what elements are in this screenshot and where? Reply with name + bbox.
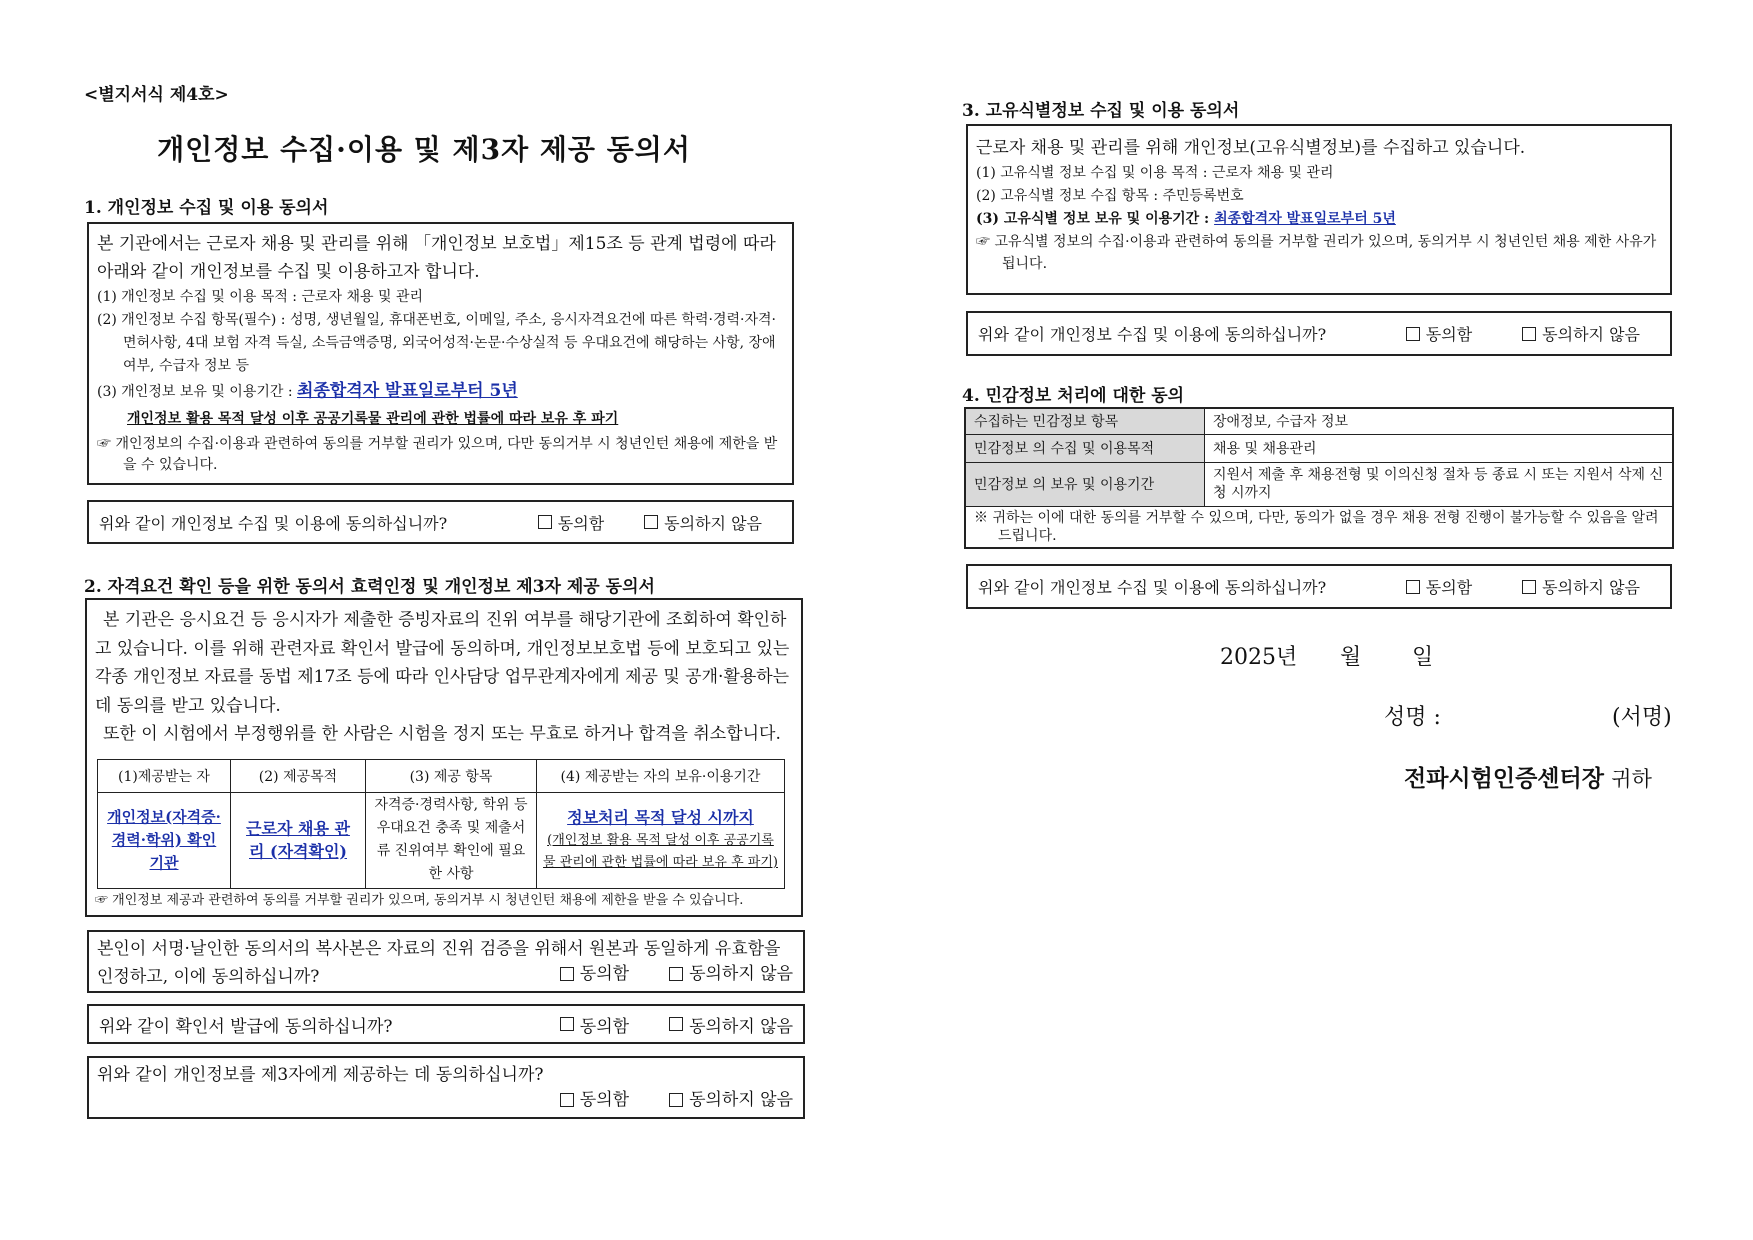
checkbox-icon: [560, 1017, 574, 1031]
table-header: (2) 제공목적: [231, 759, 366, 792]
section-4-heading: 4. 민감정보 처리에 대한 동의: [962, 386, 1185, 406]
retention-period: 최종합격자 발표일로부터 5년: [1214, 211, 1396, 227]
section-3-heading: 3. 고유식별정보 수집 및 이용 동의서: [962, 101, 1240, 121]
section-1-agree-checkbox[interactable]: 동의함: [538, 511, 604, 534]
section-1-item3: (3) 개인정보 보유 및 이용기간 : 최종합격자 발표일로부터 5년: [97, 381, 518, 401]
table-cell: 정보처리 목적 달성 시까지 (개인정보 활용 목적 달성 이후 공공기록물 관리에 관한 법률에 따라 보유 후 파기): [537, 792, 785, 888]
table-cell: 민감정보 의 보유 및 이용기간: [965, 462, 1205, 506]
section-1-disagree-checkbox[interactable]: 동의하지 않음: [644, 511, 762, 534]
checkbox-icon: [560, 1093, 574, 1107]
checkbox-icon: [538, 515, 552, 529]
recipient-honorific: 귀하: [1611, 767, 1652, 791]
section-3-item2: (2) 고유식별 정보 수집 항목 : 주민등록번호: [976, 188, 1244, 204]
table-cell: 채용 및 채용관리: [1205, 434, 1674, 462]
table-row: [965, 506, 1673, 548]
section-1-content: [87, 222, 794, 485]
date-month: 월: [1340, 645, 1362, 670]
section-1-consent-row: [87, 500, 794, 544]
section-4-question: 위와 같이 개인정보 수집 및 이용에 동의하십니까?: [978, 578, 1327, 597]
third-party-disagree-checkbox[interactable]: 동의하지 않음: [669, 1086, 793, 1114]
copy-validity-agree-checkbox[interactable]: 동의함: [560, 960, 629, 988]
retention-period: 최종합격자 발표일로부터 5년: [297, 381, 518, 401]
copy-validity-question: 본인이 서명·날인한 동의서의 복사본은 자료의 진위 검증을 위해서 원본과 동일하게 유효함을 인정하고, 이에 동의하십니까?: [97, 939, 781, 987]
table-cell: 개인정보(자격증·경력·학위) 확인기관: [98, 792, 231, 888]
checkbox-icon: [560, 967, 574, 981]
section-3-item1: (1) 고유식별 정보 수집 및 이용 목적 : 근로자 채용 및 관리: [976, 165, 1334, 181]
section-1-item1: (1) 개인정보 수집 및 이용 목적 : 근로자 채용 및 관리: [97, 289, 424, 305]
page-title: 개인정보 수집·이용 및 제3자 제공 동의서: [157, 133, 691, 166]
section-2-intro-2: 또한 이 시험에서 부정행위를 한 사람은 시험을 정지 또는 무효로 하거나 합격을 취소합니다.: [103, 724, 781, 744]
name-input[interactable]: [1470, 706, 1600, 730]
section-2-intro: 본 기관은 응시요건 등 응시자가 제출한 증빙자료의 진위 여부를 해당기관에 조회하여 확인하고 있습니다. 이를 위해 관련자료 확인서 발급에 동의하며, 개인정보보호법 등에 보호되고 있는 각종 개인정보 자료를 동법 제17조 등에 따라 인사담당 업무관계자에게 제공 및 공개·활용하는 데 동의를 받고 있습니다.: [95, 610, 790, 716]
certificate-question: 위와 같이 확인서 발급에 동의하십니까?: [99, 1016, 393, 1037]
third-party-agree-checkbox[interactable]: 동의함: [560, 1086, 629, 1114]
checkbox-icon: [1522, 327, 1536, 341]
checkbox-icon: [669, 967, 683, 981]
section-3-consent-row: [966, 311, 1672, 356]
table-cell: 민감정보 의 수집 및 이용목적: [965, 434, 1205, 462]
checkbox-icon: [1406, 580, 1420, 594]
section-3-disagree-checkbox[interactable]: 동의하지 않음: [1522, 322, 1640, 345]
table-cell: 지원서 제출 후 채용전형 및 이의신청 절차 등 종료 시 또는 지원서 삭제 신청 시까지: [1205, 462, 1674, 506]
section-3-agree-checkbox[interactable]: 동의함: [1406, 322, 1472, 345]
section-1-item2: (2) 개인정보 수집 항목(필수) : 성명, 생년월일, 휴대폰번호, 이메일, 주소, 응시자격요건에 따른 학력·경력·자격·면허사항, 4대 보험 자격 득실, 소득금액증명, 외국어성적·논문·수상실적 등 우대요건에 해당하는 사항, 장애여부, 수급자 정보 등: [97, 312, 776, 374]
signature-label: (서명): [1612, 705, 1672, 730]
table-cell: 자격증·경력사항, 학위 등 우대요건 충족 및 제출서류 진위여부 확인에 필요한 사항: [366, 792, 537, 888]
table-row: [965, 434, 1673, 462]
recipient: [1404, 760, 1652, 793]
table-header: (1)제공받는 자: [98, 759, 231, 792]
recipient-name: 전파시험인증센터장: [1404, 765, 1604, 792]
section-4-notice: ※ 귀하는 이에 대한 동의를 거부할 수 있으며, 다만, 동의가 없을 경우 채용 전형 진행이 불가능할 수 있음을 알려드립니다.: [965, 506, 1673, 548]
section-1-question: 위와 같이 개인정보 수집 및 이용에 동의하십니까?: [99, 513, 448, 533]
section-1-notice: ☞ 개인정보의 수집·이용과 관련하여 동의를 거부할 권리가 있으며, 다만 동의거부 시 청년인턴 채용에 제한을 받을 수 있습니다.: [97, 436, 778, 473]
certificate-disagree-checkbox[interactable]: 동의하지 않음: [669, 1012, 793, 1037]
table-header: (3) 제공 항목: [366, 759, 537, 792]
section-4-agree-checkbox[interactable]: 동의함: [1406, 575, 1472, 598]
section-3-content: [966, 124, 1672, 295]
section-2-notice: ☞ 개인정보 제공과 관련하여 동의를 거부할 권리가 있으며, 동의거부 시 청년인턴 채용에 제한을 받을 수 있습니다.: [95, 892, 744, 908]
checkbox-icon: [644, 515, 658, 529]
checkbox-icon: [669, 1017, 683, 1031]
third-party-consent-row: [87, 1056, 805, 1119]
section-2-heading: 2. 자격요건 확인 등을 위한 동의서 효력인정 및 개인정보 제3자 제공 동의서: [84, 577, 655, 597]
section-2-content: [85, 598, 803, 917]
table-row: [965, 462, 1673, 506]
checkbox-icon: [1406, 327, 1420, 341]
third-party-question: 위와 같이 개인정보를 제3자에게 제공하는 데 동의하십니까?: [97, 1065, 544, 1085]
provision-table: [97, 759, 785, 889]
table-header: (4) 제공받는 자의 보유·이용기간: [537, 759, 785, 792]
certificate-agree-checkbox[interactable]: 동의함: [560, 1012, 629, 1037]
section-3-item3: (3) 고유식별 정보 보유 및 이용기간 : 최종합격자 발표일로부터 5년: [976, 211, 1396, 227]
checkbox-icon: [1522, 580, 1536, 594]
table-row: [965, 408, 1673, 434]
date-year: 2025년: [1220, 645, 1298, 670]
sensitive-info-table: [964, 407, 1674, 549]
copy-validity-consent-row: [87, 930, 805, 993]
certificate-consent-row: [87, 1004, 805, 1044]
checkbox-icon: [669, 1093, 683, 1107]
name-label: 성명 :: [1384, 705, 1441, 730]
table-cell: 근로자 채용 관리 (자격확인): [231, 792, 366, 888]
section-3-question: 위와 같이 개인정보 수집 및 이용에 동의하십니까?: [978, 325, 1327, 344]
third-party-options: [560, 1086, 793, 1114]
form-number: <별지서식 제4호>: [84, 85, 229, 105]
section-1-intro: 본 기관에서는 근로자 채용 및 관리를 위해 「개인정보 보호법」제15조 등 관계 법령에 따라 아래와 같이 개인정보를 수집 및 이용하고자 합니다.: [97, 234, 776, 282]
copy-validity-disagree-checkbox[interactable]: 동의하지 않음: [669, 960, 793, 988]
section-4-disagree-checkbox[interactable]: 동의하지 않음: [1522, 575, 1640, 598]
section-3-notice: ☞ 고유식별 정보의 수집·이용과 관련하여 동의를 거부할 권리가 있으며, 동의거부 시 청년인턴 채용 제한 사유가 됩니다.: [976, 234, 1657, 272]
section-1-heading: 1. 개인정보 수집 및 이용 동의서: [84, 198, 329, 218]
copy-validity-options: [560, 960, 793, 988]
section-1-item3-note: 개인정보 활용 목적 달성 이후 공공기록물 관리에 관한 법률에 따라 보유 후 파기: [127, 411, 619, 427]
table-cell: 장애정보, 수급자 정보: [1205, 408, 1674, 434]
table-cell: 수집하는 민감정보 항목: [965, 408, 1205, 434]
section-4-consent-row: [966, 564, 1672, 609]
section-3-intro: 근로자 채용 및 관리를 위해 개인정보(고유식별정보)를 수집하고 있습니다.: [976, 138, 1526, 158]
date-day: 일: [1412, 645, 1434, 670]
